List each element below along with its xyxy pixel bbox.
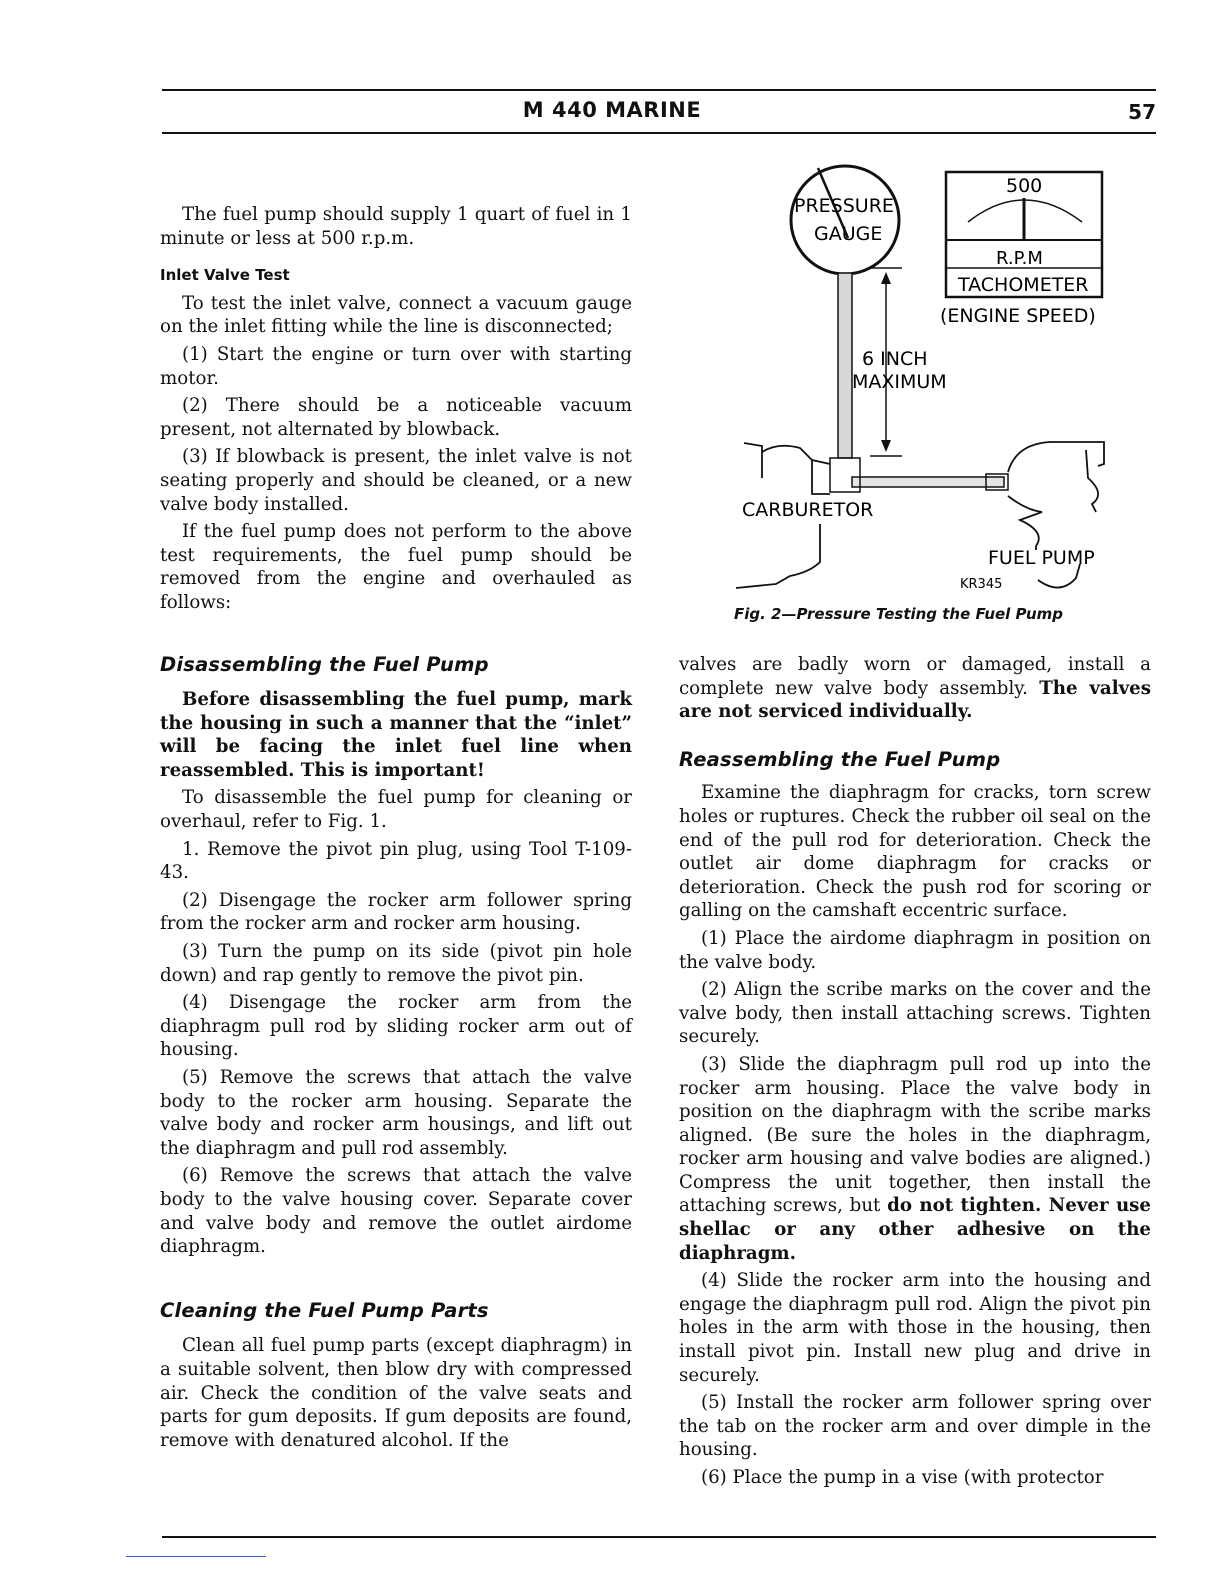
- fuel-pump-label: FUEL PUMP: [988, 547, 1095, 569]
- header-top-rule: [162, 89, 1156, 91]
- inlet-step-1: (1) Start the engine or turn over with starting motor.: [160, 343, 632, 389]
- cleaning-paragraph: Clean all fuel pump parts (except diaphragm) in a suitable solvent, then blow dry with compressed air. Check the condition of the valve seats and parts for gum deposits. If gum deposits are found, remove with denatured alcohol. If the: [160, 1335, 632, 1451]
- left-column: [160, 203, 632, 1456]
- inlet-step-3: (3) If blowback is present, the inlet valve is not seating properly and should be cleaned, or a new valve body installed.: [160, 446, 632, 515]
- disassembling-warning: Before disassembling the fuel pump, mark the housing in such a manner that the “inlet” will be facing the inlet fuel line when reassembled. This is important!: [160, 689, 632, 781]
- figure-code: KR345: [960, 577, 1003, 592]
- continuation-text: valves are badly worn or damaged, install a complete new valve body assembly.: [679, 654, 1151, 699]
- header-bottom-rule: [162, 132, 1156, 134]
- pressure-test-diagram: [730, 160, 1124, 600]
- reassembling-step-3: [679, 1053, 1151, 1265]
- figure-caption: Fig. 2—Pressure Testing the Fuel Pump: [734, 605, 1064, 623]
- disassembling-step-5: (5) Remove the screws that attach the valve body to the rocker arm housing. Separate the valve body and rocker arm housings, and lift out the diaphragm and pull rod assembly.: [160, 1067, 632, 1159]
- dimension-arrow-down: [881, 440, 891, 452]
- carburetor-label: CARBURETOR: [742, 499, 874, 521]
- gauge-line: [838, 273, 852, 458]
- engine-speed-label: (ENGINE SPEED): [940, 305, 1096, 327]
- page-header-title: M 440 MARINE: [522, 98, 702, 122]
- disassembling-step-1: 1. Remove the pivot pin plug, using Tool T-109-43.: [160, 838, 632, 884]
- pressure-gauge: [791, 166, 899, 274]
- tachometer-value: 500: [1006, 175, 1043, 197]
- continuation-bold-text: The valves are not serviced individually.: [679, 677, 1151, 723]
- tachometer-label: TACHOMETER: [958, 274, 1089, 296]
- page-number: 57: [1128, 100, 1156, 124]
- inlet-closing-paragraph: If the fuel pump does not perform to the above test requirements, the fuel pump should be removed from the engine and overhauled as follows:: [160, 521, 632, 613]
- dimension-arrow-up: [881, 272, 891, 284]
- reassembling-step-6: (6) Place the pump in a vise (with protector: [701, 1467, 1104, 1488]
- disassembling-step-3: (3) Turn the pump on its side (pivot pin hole down) and rap gently to remove the pivot pin.: [160, 941, 632, 986]
- gauge-label-gauge: GAUGE: [814, 223, 883, 245]
- height-label-maximum: MAXIMUM: [852, 371, 947, 393]
- fuel-pump-outline: [1008, 442, 1104, 550]
- inlet-step-2: (2) There should be a noticeable vacuum present, not alternated by blowback.: [160, 395, 632, 440]
- reassembling-step-4: (4) Slide the rocker arm into the housing and engage the diaphragm pull rod. Align the pivot pin holes in the arm with those in the housing, then install pivot pin. Install new plug and drive in securely.: [679, 1270, 1151, 1386]
- footer-rule: [162, 1536, 1156, 1538]
- intro-paragraph: The fuel pump should supply 1 quart of fuel in 1 minute or less at 500 r.p.m.: [160, 204, 632, 249]
- reassembling-step-3-bold: do not tighten. Never use shellac or any other adhesive on the diaphragm.: [679, 1195, 1151, 1264]
- footer-blue-mark: [126, 1556, 266, 1557]
- carburetor-outline: [744, 443, 830, 494]
- inlet-paragraph: To test the inlet valve, connect a vacuum gauge on the inlet fitting while the line is disconnected;: [160, 292, 632, 338]
- reassembling-step-3-text: (3) Slide the diaphragm pull rod up into the rocker arm housing. Place the valve body in position on the diaphragm with the scribe marks aligned. (Be sure the holes in the diaphragm, rocker arm housing and valve bodies are aligned.) Compress the unit together, then install the attaching screws, but: [679, 1053, 1151, 1217]
- reassembling-heading: Reassembling the Fuel Pump: [679, 747, 1001, 771]
- disassembling-step-2: (2) Disengage the rocker arm follower spring from the rocker arm and rocker arm housing.: [160, 889, 632, 935]
- disassembling-step-4: (4) Disengage the rocker arm from the diaphragm pull rod by sliding rocker arm out of housing.: [160, 992, 632, 1061]
- disassembling-intro: To disassemble the fuel pump for cleaning or overhaul, refer to Fig. 1.: [160, 787, 632, 833]
- continuation-paragraph: [679, 653, 1151, 724]
- reassembling-step-1: (1) Place the airdome diaphragm in position on the valve body.: [679, 927, 1151, 973]
- gauge-label-pressure: PRESSURE: [794, 195, 894, 217]
- tachometer-rpm: R.P.M: [996, 248, 1043, 269]
- disassembling-heading: Disassembling the Fuel Pump: [160, 652, 489, 676]
- carburetor-base: [736, 524, 820, 588]
- fuel-line: [852, 477, 1004, 487]
- reassembling-intro: Examine the diaphragm for cracks, torn screw holes or ruptures. Check the rubber oil seal on the end of the pull rod for deterioration. Check the outlet air dome diaphragm for cracks or deterioration. Check the push rod for scoring or galling on the camshaft eccentric surface.: [679, 782, 1151, 922]
- cleaning-heading: Cleaning the Fuel Pump Parts: [160, 1298, 489, 1322]
- reassembling-step-5: (5) Install the rocker arm follower spring over the tab on the rocker arm and over dimple in the housing.: [679, 1392, 1151, 1461]
- reassembling-step-2: (2) Align the scribe marks on the cover and the valve body, then install attaching screws. Tighten securely.: [679, 979, 1151, 1048]
- height-label-6-inch: 6 INCH: [862, 348, 928, 370]
- inlet-valve-heading: Inlet Valve Test: [160, 266, 290, 285]
- right-column: [679, 653, 1151, 1494]
- disassembling-step-6: (6) Remove the screws that attach the valve body to the valve housing cover. Separate cover and valve body and remove the outlet airdome diaphragm.: [160, 1165, 632, 1258]
